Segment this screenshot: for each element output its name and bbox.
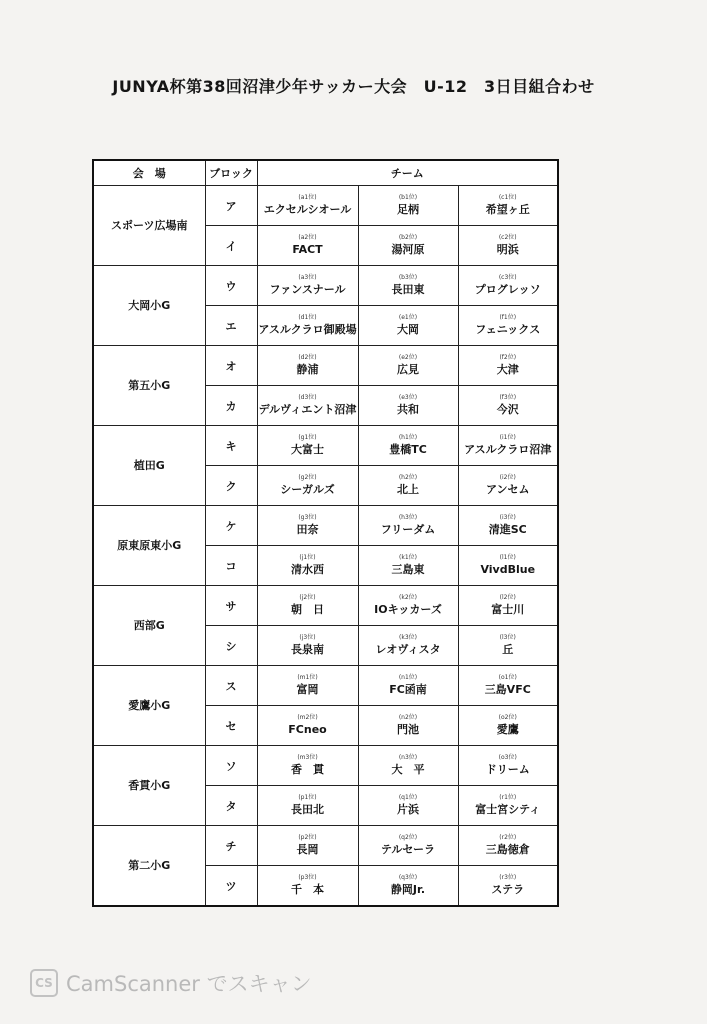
team-rank: (r2位): [499, 834, 517, 841]
table-header-row: [93, 160, 558, 186]
team-rank: (d3位): [298, 394, 317, 401]
team-rank: (h3位): [398, 514, 418, 521]
team-cell: [458, 746, 558, 786]
team-name: ファンスナール: [269, 283, 346, 296]
team-name: 清水西: [291, 563, 324, 576]
table-row: [93, 426, 558, 466]
team-name: ステラ: [491, 883, 525, 896]
team-rank: (j3位): [299, 634, 316, 641]
table-row: [93, 506, 558, 546]
team-name: 片浜: [397, 803, 419, 816]
venue-cell: 西部G: [93, 586, 205, 666]
block-cell: サ: [205, 586, 257, 626]
team-name: 富岡: [296, 683, 319, 696]
venue-header: 会 場: [93, 160, 205, 186]
team-name: デルヴィエント沼津: [258, 403, 357, 416]
team-rank: (f1位): [499, 314, 517, 321]
team-rank: (c2位): [498, 234, 517, 241]
team-name: 清進SC: [488, 523, 527, 536]
team-cell: [257, 186, 358, 226]
venue-cell: 植田G: [93, 426, 205, 506]
team-header: チーム: [257, 160, 558, 186]
venue-cell: 香貫小G: [93, 746, 205, 826]
team-cell: [257, 586, 358, 626]
team-cell: [358, 266, 458, 306]
team-name: VivdBlue: [480, 563, 536, 576]
team-name: 朝 日: [291, 603, 324, 616]
team-rank: (i2位): [499, 474, 516, 481]
camscanner-logo-icon: CS: [30, 969, 58, 997]
team-cell: [458, 266, 558, 306]
team-name: 長岡: [296, 843, 319, 856]
team-cell: [458, 586, 558, 626]
team-name: 広見: [397, 363, 419, 376]
block-cell: ウ: [205, 266, 257, 306]
block-cell: ツ: [205, 866, 257, 907]
team-rank: (g1位): [298, 434, 317, 441]
team-cell: [358, 386, 458, 426]
team-rank: (d2位): [298, 354, 317, 361]
team-name: 香 貫: [291, 763, 324, 776]
team-rank: (n1位): [398, 674, 418, 681]
team-name: 大 平: [391, 763, 425, 776]
team-cell: [358, 226, 458, 266]
team-rank: (n2位): [398, 714, 418, 721]
team-name: 三島徳倉: [485, 843, 530, 856]
team-name: FACT: [292, 243, 323, 256]
team-cell: [257, 666, 358, 706]
team-cell: [257, 226, 358, 266]
team-name: 三島東: [391, 563, 425, 576]
team-name: 富士宮シティ: [475, 803, 541, 816]
table-row: [93, 746, 558, 786]
team-rank: (l2位): [499, 594, 516, 601]
team-cell: [257, 506, 358, 546]
camscanner-text: CamScanner でスキャン: [66, 972, 312, 996]
team-rank: (r1位): [499, 794, 517, 801]
team-cell: [458, 466, 558, 506]
schedule-table: [92, 159, 559, 907]
team-cell: [358, 306, 458, 346]
team-name: シーガルズ: [280, 483, 335, 496]
team-cell: [458, 306, 558, 346]
team-cell: [458, 786, 558, 826]
team-name: 湯河原: [391, 243, 425, 256]
team-cell: [257, 866, 358, 907]
team-rank: (d1位): [298, 314, 317, 321]
team-cell: [257, 786, 358, 826]
team-rank: (l1位): [499, 554, 516, 561]
team-cell: [458, 186, 558, 226]
team-cell: [257, 706, 358, 746]
team-cell: [257, 346, 358, 386]
table-row: [93, 186, 558, 226]
team-cell: [458, 826, 558, 866]
block-cell: ク: [205, 466, 257, 506]
team-rank: (e3位): [398, 394, 418, 401]
team-cell: [458, 706, 558, 746]
block-cell: イ: [205, 226, 257, 266]
team-rank: (l3位): [499, 634, 516, 641]
team-name: レオヴィスタ: [375, 643, 441, 656]
team-name: 大津: [496, 363, 519, 376]
team-rank: (c1位): [498, 194, 517, 201]
team-rank: (b2位): [398, 234, 418, 241]
camscanner-watermark: [30, 968, 312, 998]
venue-cell: 愛鷹小G: [93, 666, 205, 746]
team-rank: (h1位): [398, 434, 418, 441]
team-rank: (m2位): [297, 714, 318, 721]
team-cell: [458, 666, 558, 706]
team-rank: (i3位): [499, 514, 516, 521]
team-rank: (n3位): [398, 754, 418, 761]
team-cell: [257, 386, 358, 426]
team-name: テルセーラ: [380, 843, 435, 856]
team-name: フリーダム: [380, 523, 436, 536]
team-cell: [358, 506, 458, 546]
table-row: [93, 266, 558, 306]
team-rank: (f3位): [499, 394, 517, 401]
team-rank: (a1位): [298, 194, 317, 201]
team-rank: (j1位): [299, 554, 316, 561]
block-header: ブロック: [205, 160, 257, 186]
team-rank: (o3位): [498, 754, 517, 761]
team-name: フェニックス: [475, 323, 541, 336]
team-rank: (q2位): [398, 834, 418, 841]
team-cell: [358, 626, 458, 666]
page-title: JUNYA杯第38回沼津少年サッカー大会 U-12 3日目組合わせ: [112, 77, 595, 96]
block-cell: オ: [205, 346, 257, 386]
block-cell: エ: [205, 306, 257, 346]
team-cell: [257, 306, 358, 346]
table-row: [93, 666, 558, 706]
team-name: 門池: [397, 723, 419, 736]
block-cell: ア: [205, 186, 257, 226]
team-name: プログレッソ: [474, 283, 541, 296]
team-cell: [257, 426, 358, 466]
team-rank: (k3位): [399, 634, 417, 641]
team-name: 共和: [397, 403, 419, 416]
team-name: 長泉南: [291, 643, 324, 656]
team-name: アンセム: [485, 483, 530, 496]
team-name: 足柄: [397, 203, 419, 216]
team-rank: (c3位): [498, 274, 517, 281]
team-name: 静岡Jr.: [390, 883, 426, 896]
team-name: 愛鷹: [496, 723, 519, 736]
team-rank: (i1位): [499, 434, 516, 441]
block-cell: ソ: [205, 746, 257, 786]
team-cell: [257, 266, 358, 306]
team-cell: [358, 426, 458, 466]
venue-cell: スポーツ広場南: [93, 186, 205, 266]
team-name: 千 本: [291, 883, 324, 896]
block-cell: カ: [205, 386, 257, 426]
table-row: [93, 586, 558, 626]
venue-cell: 原東原東小G: [93, 506, 205, 586]
team-cell: [358, 866, 458, 907]
table-row: [93, 346, 558, 386]
team-name: 田奈: [296, 523, 319, 536]
team-name: 長田東: [391, 283, 425, 296]
team-name: 長田北: [291, 803, 324, 816]
team-rank: (p2位): [298, 834, 317, 841]
team-rank: (a3位): [298, 274, 317, 281]
team-cell: [458, 866, 558, 907]
team-cell: [358, 586, 458, 626]
team-rank: (q1位): [398, 794, 418, 801]
team-rank: (k1位): [399, 554, 417, 561]
team-name: 北上: [397, 483, 419, 496]
team-name: 丘: [502, 643, 514, 656]
block-cell: セ: [205, 706, 257, 746]
team-rank: (q3位): [398, 874, 418, 881]
team-cell: [358, 186, 458, 226]
team-cell: [358, 826, 458, 866]
team-rank: (r3位): [499, 874, 517, 881]
team-cell: [358, 746, 458, 786]
block-cell: コ: [205, 546, 257, 586]
team-rank: (a2位): [298, 234, 317, 241]
team-rank: (h2位): [398, 474, 418, 481]
team-name: アスルクラロ御殿場: [258, 323, 357, 336]
team-rank: (o1位): [498, 674, 517, 681]
team-rank: (m3位): [297, 754, 318, 761]
team-name: FC函南: [389, 683, 427, 696]
team-name: FCneo: [288, 723, 327, 736]
team-name: 豊橋TC: [389, 443, 427, 456]
team-name: 明浜: [496, 243, 519, 256]
table-row: [93, 826, 558, 866]
team-cell: [458, 426, 558, 466]
team-cell: [458, 506, 558, 546]
team-cell: [458, 546, 558, 586]
team-name: IOキッカーズ: [374, 603, 442, 616]
team-cell: [458, 226, 558, 266]
team-cell: [458, 346, 558, 386]
team-rank: (g3位): [298, 514, 317, 521]
team-rank: (k2位): [399, 594, 417, 601]
team-rank: (e2位): [398, 354, 418, 361]
team-name: エクセルシオール: [263, 203, 352, 216]
team-name: 希望ヶ丘: [485, 203, 530, 216]
team-name: 大富士: [291, 443, 324, 456]
team-rank: (p3位): [298, 874, 317, 881]
venue-cell: 第五小G: [93, 346, 205, 426]
team-name: 三島VFC: [484, 683, 531, 696]
team-name: 今沢: [496, 403, 519, 416]
team-name: ドリーム: [485, 763, 530, 776]
team-rank: (o2位): [498, 714, 517, 721]
team-name: 大岡: [397, 323, 419, 336]
team-cell: [458, 626, 558, 666]
team-cell: [358, 786, 458, 826]
team-cell: [257, 626, 358, 666]
team-name: アスルクラロ沼津: [464, 443, 552, 456]
team-name: 静浦: [296, 363, 319, 376]
team-cell: [358, 346, 458, 386]
team-rank: (b1位): [398, 194, 418, 201]
team-cell: [358, 466, 458, 506]
venue-cell: 第二小G: [93, 826, 205, 907]
team-name: 富士川: [491, 603, 525, 616]
team-rank: (g2位): [298, 474, 317, 481]
team-cell: [358, 546, 458, 586]
block-cell: シ: [205, 626, 257, 666]
team-rank: (j2位): [299, 594, 316, 601]
block-cell: ス: [205, 666, 257, 706]
team-cell: [257, 546, 358, 586]
block-cell: タ: [205, 786, 257, 826]
block-cell: チ: [205, 826, 257, 866]
team-cell: [358, 706, 458, 746]
team-rank: (p1位): [298, 794, 317, 801]
team-cell: [358, 666, 458, 706]
team-rank: (b3位): [398, 274, 418, 281]
team-rank: (f2位): [499, 354, 517, 361]
block-cell: ケ: [205, 506, 257, 546]
team-rank: (m1位): [297, 674, 318, 681]
venue-cell: 大岡小G: [93, 266, 205, 346]
team-cell: [257, 746, 358, 786]
team-rank: (e1位): [398, 314, 418, 321]
team-cell: [257, 826, 358, 866]
team-cell: [458, 386, 558, 426]
team-cell: [257, 466, 358, 506]
block-cell: キ: [205, 426, 257, 466]
